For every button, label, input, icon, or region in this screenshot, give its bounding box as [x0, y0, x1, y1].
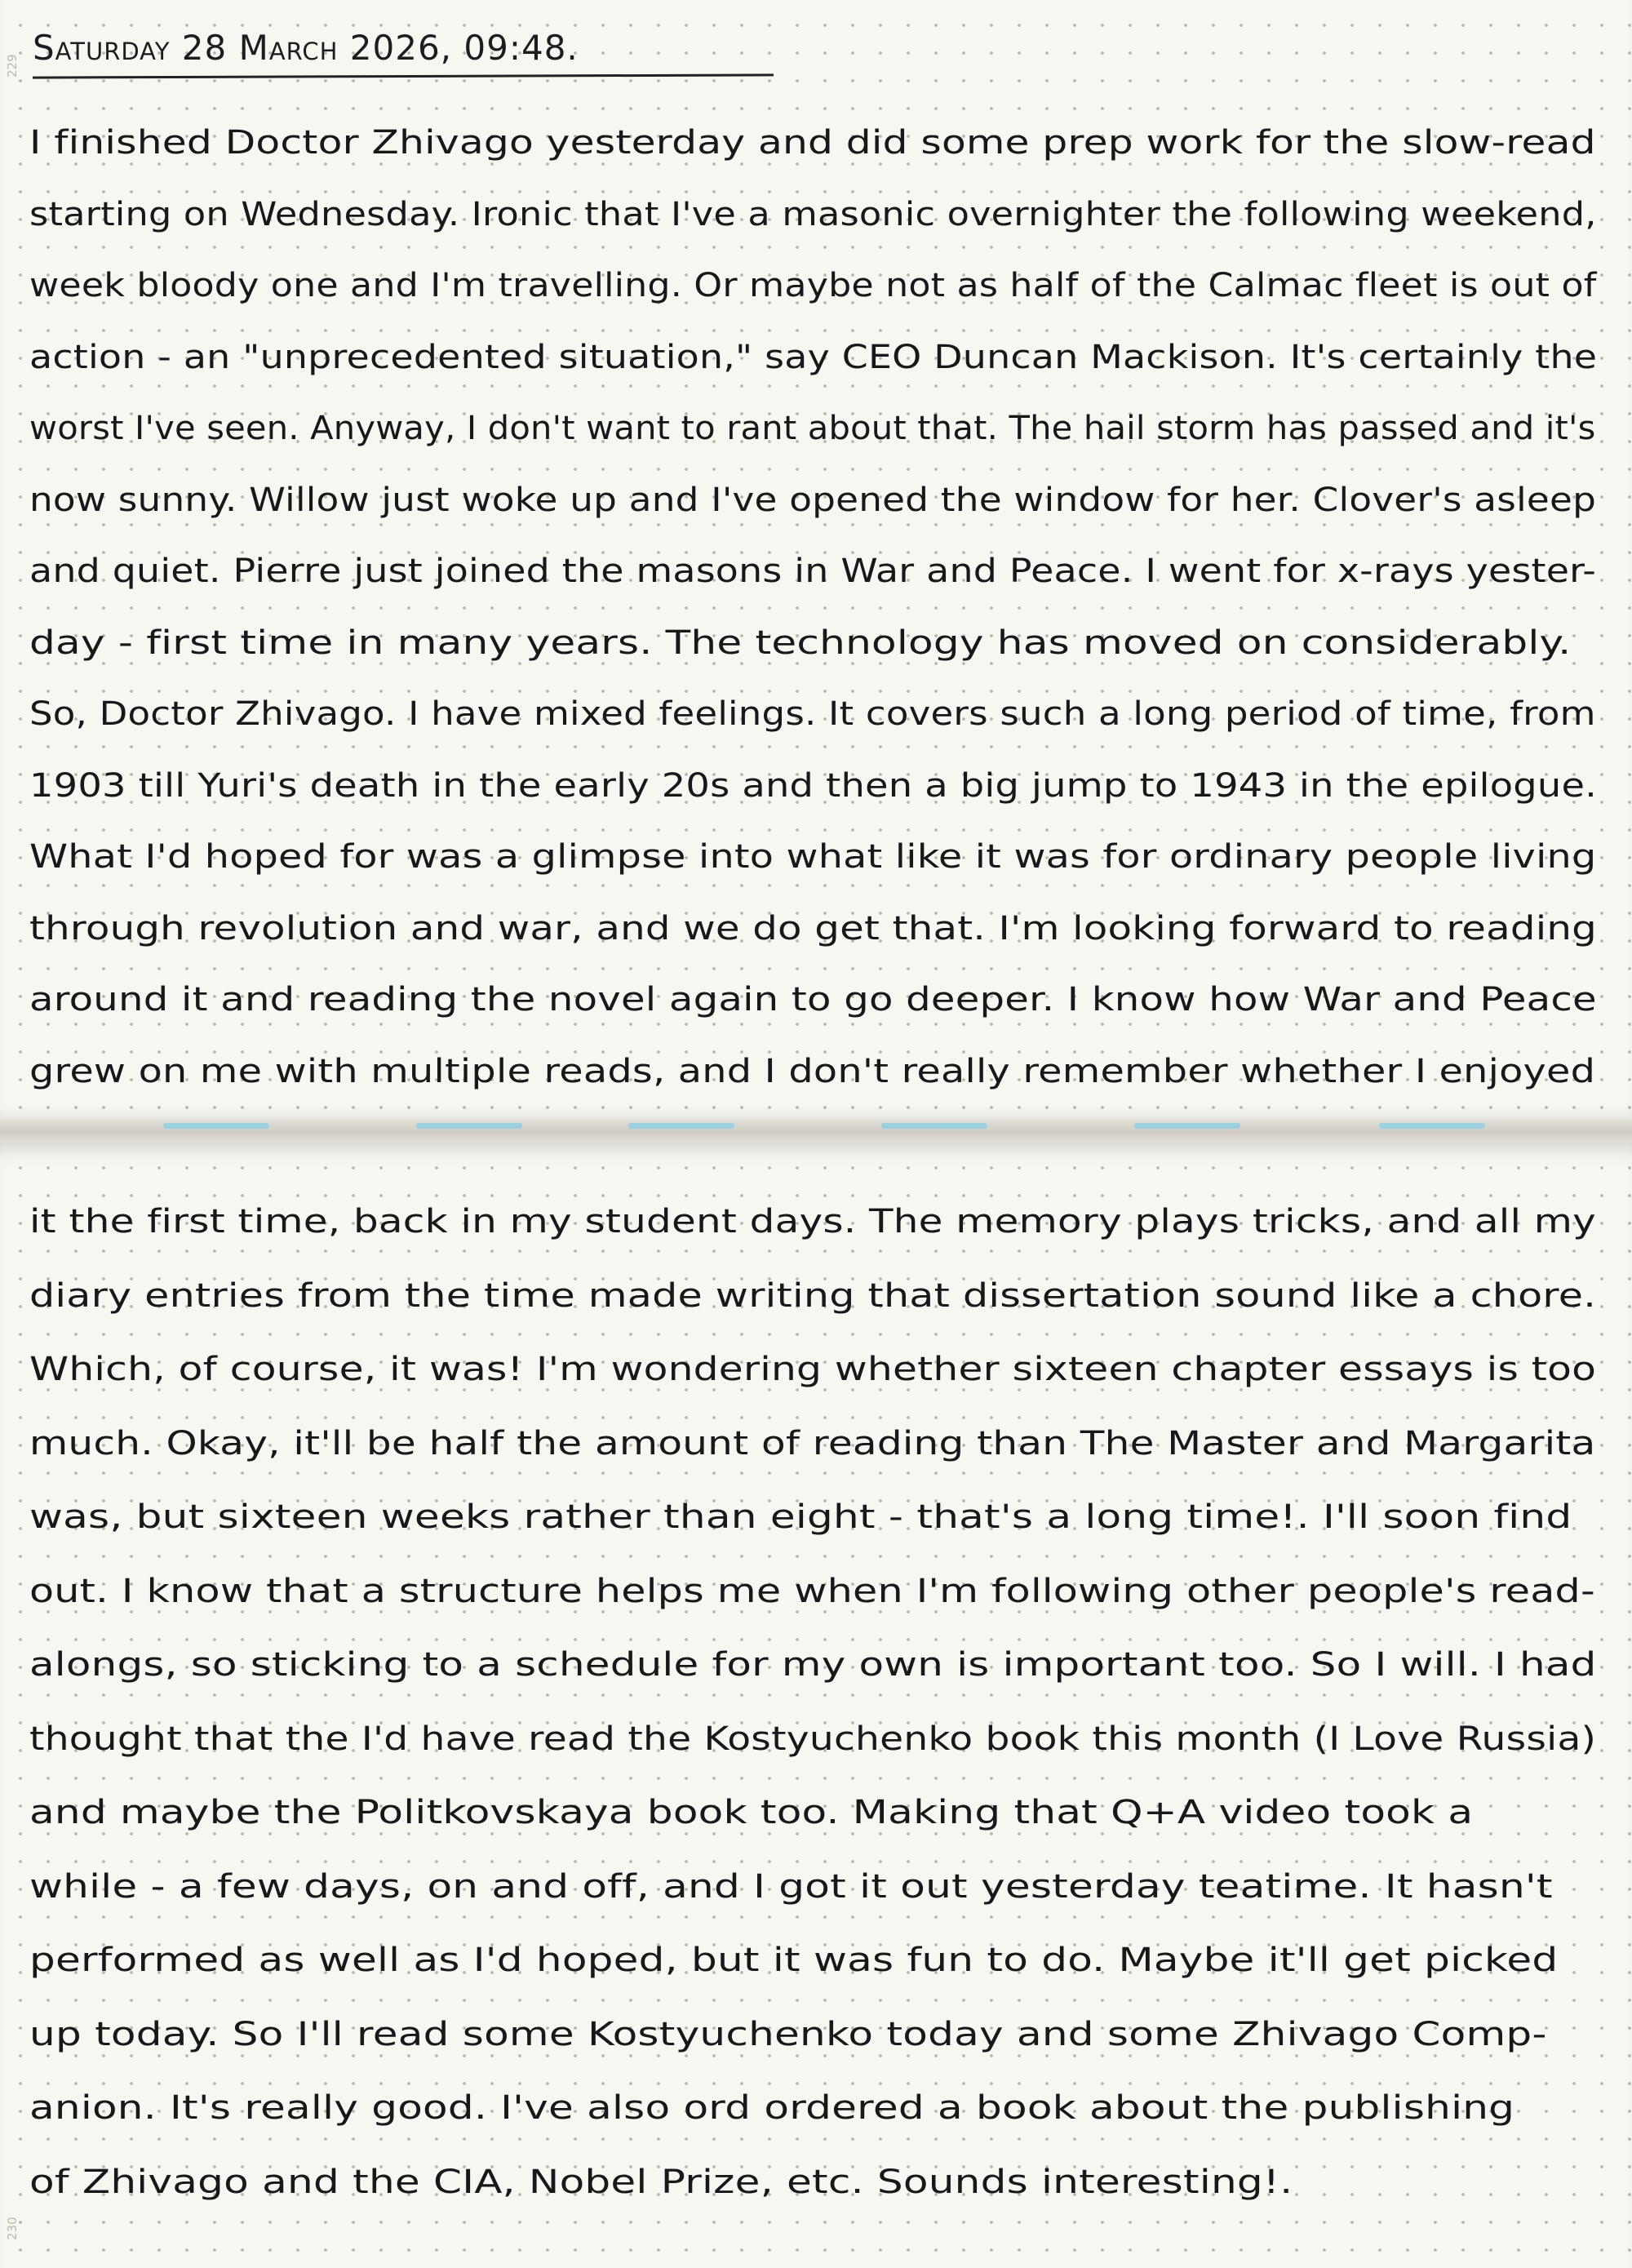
- diary-line: starting on Wednesday. Ironic that I've a masonic overnighter the following weekend,: [29, 195, 1597, 233]
- diary-line: So, Doctor Zhivago. I have mixed feelings. It covers such a long period of time, from: [29, 695, 1596, 733]
- diary-line: Which, of course, it was! I'm wondering whether sixteen chapter essays is too: [29, 1351, 1597, 1388]
- diary-line: worst I've seen. Anyway, I don't want to rant about that. The hail storm has passed and it's: [29, 410, 1596, 447]
- diary-line: week bloody one and I'm travelling. Or maybe not as half of the Calmac fleet is out of: [29, 267, 1597, 304]
- diary-line: day - first time in many years. The technology has moved on considerably.: [29, 624, 1572, 662]
- diary-line: thought that the I'd have read the Kostyuchenko book this month (I Love Russia): [29, 1720, 1597, 1758]
- page-number: 230: [5, 2217, 20, 2240]
- diary-line: performed as well as I'd hoped, but it was fun to do. Maybe it'll get picked: [29, 1942, 1559, 1979]
- diary-line: it the first time, back in my student days. The memory plays tricks, and all my: [29, 1203, 1596, 1241]
- diary-line: was, but sixteen weeks rather than eight - that's a long time!. I'll soon find: [29, 1498, 1572, 1536]
- ribbon-mark: [881, 1123, 987, 1129]
- diary-line: up today. So I'll read some Kostyuchenko today and some Zhivago Comp-: [29, 2015, 1547, 2053]
- diary-line: out. I know that a structure helps me when I'm following other people's read-: [29, 1572, 1595, 1610]
- diary-line: What I'd hoped for was a glimpse into what like it was for ordinary people living: [29, 838, 1597, 876]
- diary-line: action - an "unprecedented situation," say CEO Duncan Mackison. It's certainly the: [29, 338, 1598, 376]
- diary-line: and quiet. Pierre just joined the masons in War and Peace. I went for x-rays yester-: [29, 553, 1597, 590]
- date-heading: Saturday 28 March 2026, 09:48.: [33, 28, 579, 68]
- diary-line: diary entries from the time made writing that dissertation sound like a chore.: [29, 1276, 1597, 1315]
- diary-line: and maybe the Politkovskaya book too. Making that Q+A video took a: [29, 1794, 1474, 1831]
- diary-line: now sunny. Willow just woke up and I've opened the window for her. Clover's asleep: [29, 481, 1597, 519]
- diary-line: while - a few days, on and off, and I got it out yesterday teatime. It hasn't: [29, 1867, 1553, 1906]
- ribbon-mark: [1379, 1123, 1485, 1129]
- page-number: 229: [5, 54, 20, 78]
- diary-line: I finished Doctor Zhivago yesterday and did some prep work for the slow-read: [29, 124, 1596, 162]
- diary-line: anion. It's really good. I've also ord ordered a book about the publishing: [29, 2089, 1515, 2127]
- ribbon-mark: [163, 1123, 269, 1129]
- diary-line: alongs, so sticking to a schedule for my own is important too. So I will. I had: [29, 1646, 1597, 1684]
- diary-line: grew on me with multiple reads, and I don't really remember whether I enjoyed: [29, 1052, 1596, 1090]
- diary-line: 1903 till Yuri's death in the early 20s and then a big jump to 1943 in the epilogue.: [29, 766, 1598, 805]
- diary-line: much. Okay, it'll be half the amount of reading than The Master and Margarita: [29, 1424, 1596, 1462]
- diary-line: around it and reading the novel again to go deeper. I know how War and Peace: [29, 981, 1597, 1019]
- ribbon-mark: [1134, 1123, 1240, 1129]
- diary-line: of Zhivago and the CIA, Nobel Prize, etc. Sounds interesting!.: [29, 2163, 1293, 2201]
- diary-line: through revolution and war, and we do get that. I'm looking forward to reading: [29, 909, 1597, 948]
- ribbon-mark: [416, 1123, 522, 1129]
- ribbon-mark: [628, 1123, 734, 1129]
